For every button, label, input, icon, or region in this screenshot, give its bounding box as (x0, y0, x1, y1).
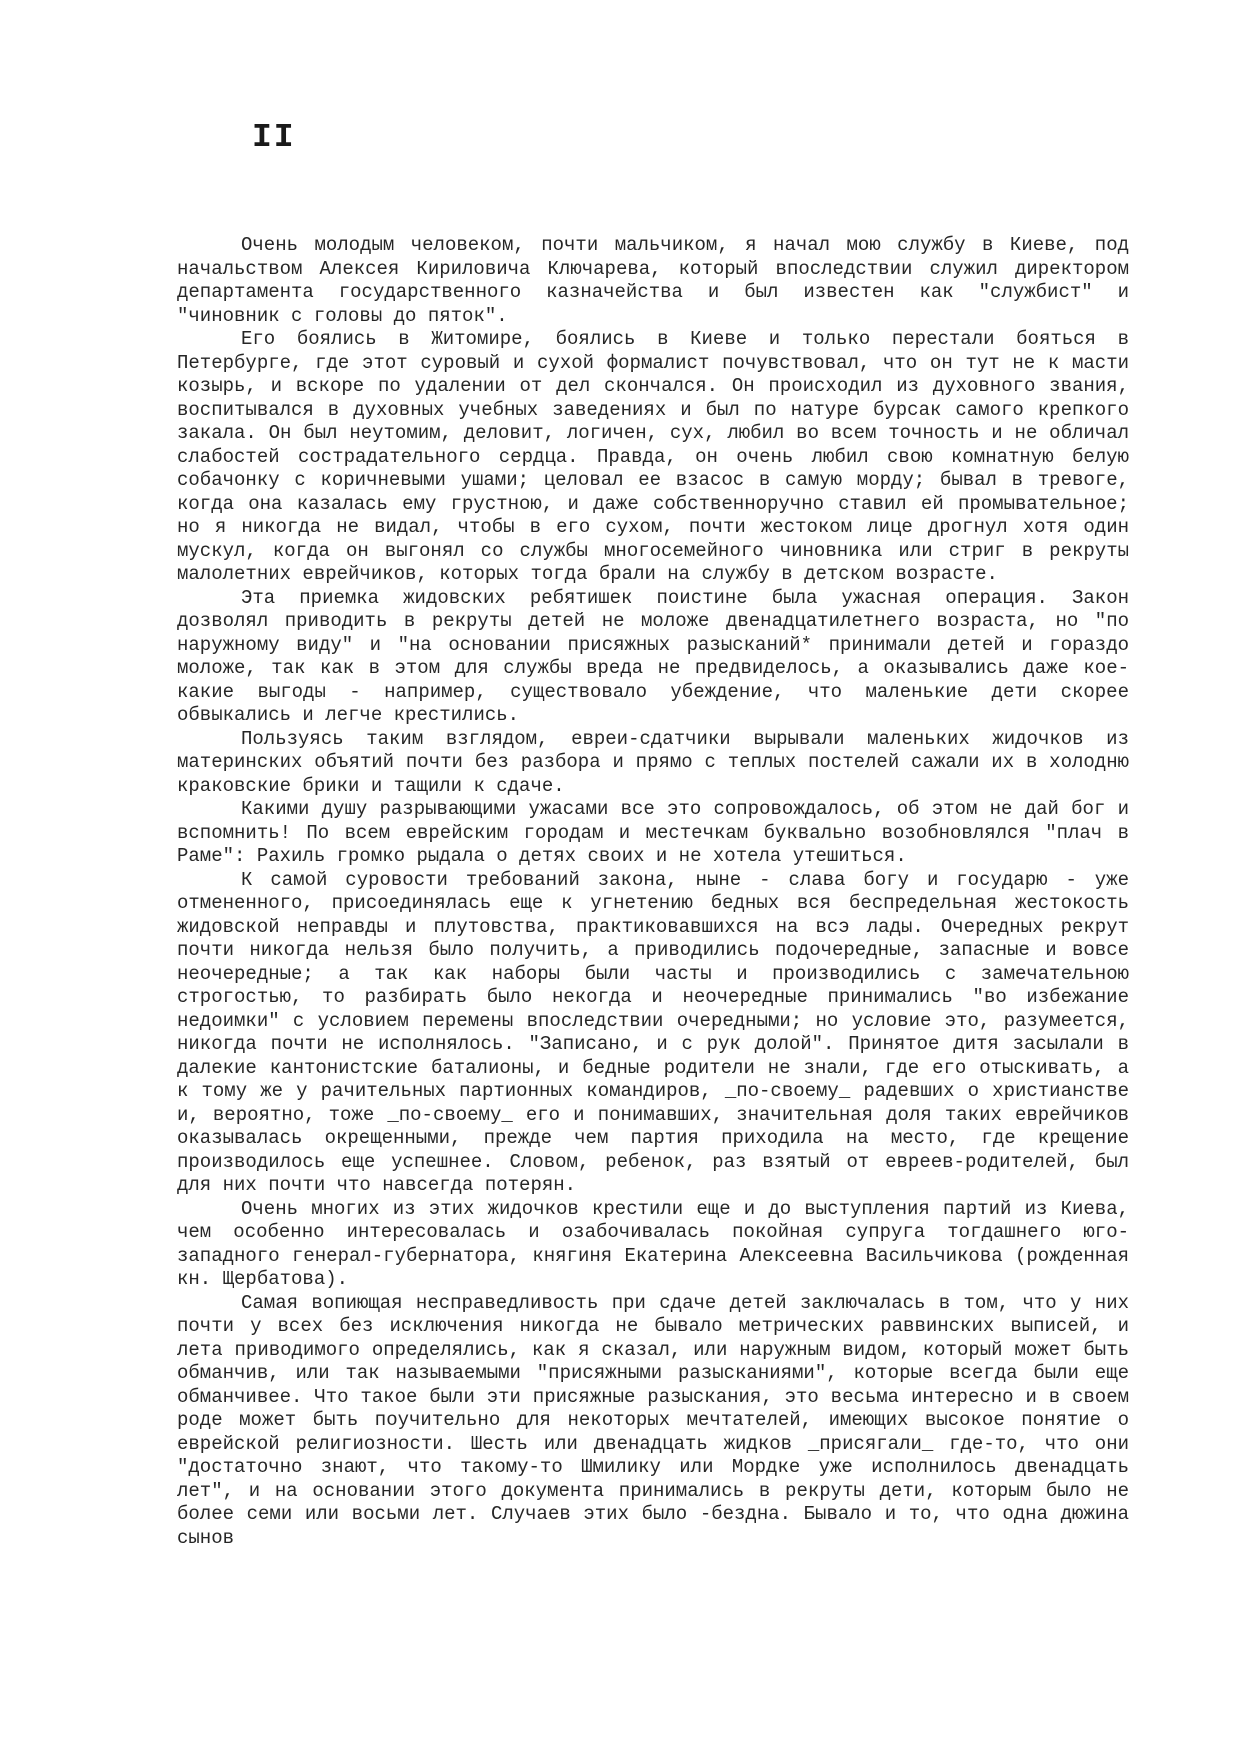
paragraph: Пользуясь таким взглядом, евреи-сдатчики вырывали маленьких жидочков из материнских объятий почти без разбора и прямо с теплых постелей сажали их в холодню краковские брики и тащили к сдаче. (177, 727, 1129, 797)
paragraph: Очень многих из этих жидочков крестили еще и до выступления партий из Киева, чем особенно интересовалась и озабочивалась покойная супруга тогдашнего юго-западного генерал-губернатора, княгиня Екатерина Алексеевна Васильчикова (рожденная кн. Щербатова). (177, 1197, 1129, 1290)
paragraph: К самой суровости требований закона, ныне - слава богу и государю - уже отмененного, присоединялась еще к угнетению бедных вся беспредельная жестокость жидовской неправды и плутовства, практиковавшихся на всэ лады. Очередных рекрут почти никогда нельзя было получить, а приводились подочередные, запасные и вовсе неочередные; а так как наборы были часты и производились с замечательною строгостью, то разбирать было некогда и неочередные принимались "во избежание недоимки" с условием перемены впоследствии очередными; но условие это, разумеется, никогда почти не исполнялось. "Записано, и с рук долой". Принятое дитя засылали в далекие кантонистские баталионы, и бедные родители не знали, где его отыскивать, а к тому же у рачительных партионных командиров, _по-своему_ радевших о христианстве и, вероятно, тоже _по-своему_ его и понимавших, значительная доля таких еврейчиков оказывалась окрещенными, прежде чем партия приходила на место, где крещение производилось еще успешнее. Словом, ребенок, раз взятый от евреев-родителей, был для них почти что навсегда потерян. (177, 868, 1129, 1196)
paragraph: Какими душу разрывающими ужасами все это сопровождалось, об этом не дай бог и вспомнить! По всем еврейским городам и местечкам буквально возобновлялся "плач в Раме": Рахиль громко рыдала о детях своих и не хотела утешиться. (177, 798, 1129, 867)
paragraph: Самая вопиющая несправедливость при сдаче детей заключалась в том, что у них почти у всех без исключения никогда не бывало метрических раввинских выписей, и лета приводимого определялись, как я сказал, или наружным видом, который может быть обманчив, или так называемыми "присяжными разысканиями", которые всегда были еще обманчивее. Что такое были эти присяжные разыскания, это весьма интересно и в своем роде может быть поучительно для некоторых мечтателей, имеющих высокое понятие о еврейской религиозности. Шесть или двенадцать жидков _присягали_ где-то, что они "достаточно знают, что такому-то Шмилику или Мордке уже исполнилось двенадцать лет", и на основании этого документа принимались в рекруты дети, которым было не более семи или восьми лет. Случаев этих было -бездна. Бывало и то, что одна дюжина сынов (177, 1291, 1129, 1549)
body-text (177, 234, 1129, 1550)
chapter-heading: II (252, 119, 296, 156)
paragraph: Его боялись в Житомире, боялись в Киеве и только перестали бояться в Петербурге, где этот суровый и сухой формалист почувствовал, что он тут не к масти козырь, и вскоре по удалении от дел скончался. Он происходил из духовного звания, воспитывался в духовных учебных заведениях и был по натуре бурсак самого крепкого закала. Он был неутомим, деловит, логичен, сух, любил во всем точность и не обличал слабостей сострадательного сердца. Правда, он очень любил свою комнатную белую собачонку с коричневыми ушами; целовал ее взасос в самую морду; бывал в тревоге, когда она казалась ему грустною, и даже собственноручно ставил ей промывательное; но я никогда не видал, чтобы в его сухом, почти жестоком лице дрогнул хотя один мускул, когда он выгонял со службы многосемейного чиновника или стриг в рекруты малолетних еврейчиков, которых тогда брали на службу в детском возрасте. (177, 328, 1129, 585)
paragraph: Очень молодым человеком, почти мальчиком, я начал мою службу в Киеве, под начальством Алексея Кириловича Ключарева, который впоследствии служил директором департамента государственного казначейства и был известен как "службист" и "чиновник с головы до пяток". (177, 234, 1129, 327)
paragraph: Эта приемка жидовских ребятишек поистине была ужасная операция. Закон дозволял приводить в рекруты детей не моложе двенадцатилетнего возраста, но "по наружному виду" и "на основании присяжных разысканий* принимали детей и гораздо моложе, так как в этом для службы вреда не предвиделось, а оказывались даже кое-какие выгоды - например, существовало убеждение, что маленькие дети скорее обвыкались и легче крестились. (177, 586, 1129, 726)
